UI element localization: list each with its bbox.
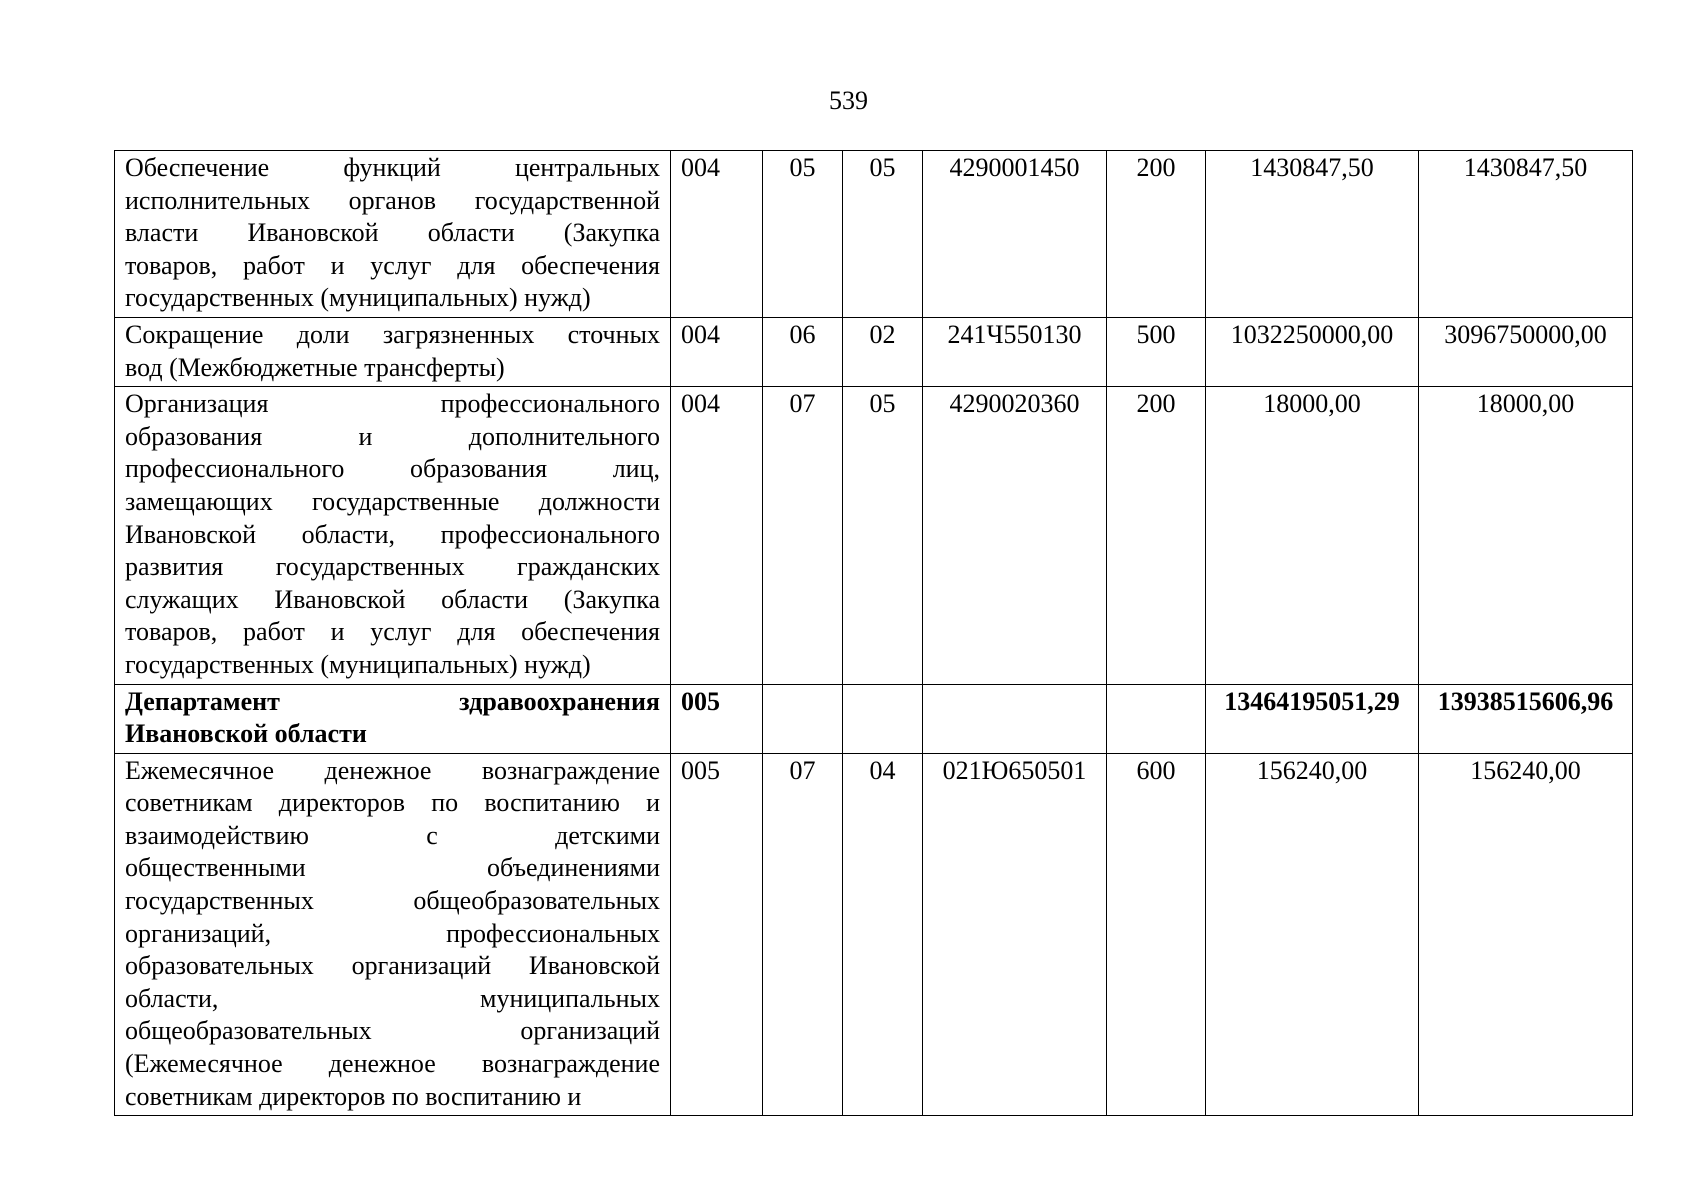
subsection-cell: 04 — [843, 753, 923, 1116]
description-cell — [115, 317, 671, 386]
expense-type-cell: 200 — [1107, 387, 1206, 684]
description-line: вод (Межбюджетные трансферты) — [125, 352, 505, 382]
description-line: организаций, профессиональных — [125, 918, 660, 948]
description-line: области, муниципальных — [125, 983, 660, 1013]
subsection-cell: 05 — [843, 387, 923, 684]
table-body — [115, 151, 1633, 1116]
description-line: взаимодействию с детскими — [125, 820, 660, 850]
amount-year1-cell: 1430847,50 — [1206, 151, 1419, 318]
description-line: Сокращение доли загрязненных сточных — [125, 319, 660, 349]
page-number: 539 — [829, 86, 868, 115]
ministry-code-cell: 004 — [671, 151, 763, 318]
description-cell — [115, 151, 671, 318]
amount-year2-cell: 3096750000,00 — [1419, 317, 1633, 386]
amount-year1-cell: 1032250000,00 — [1206, 317, 1419, 386]
description-line: государственных общеобразовательных — [125, 886, 660, 916]
description-line: (Ежемесячное денежное вознаграждение — [125, 1049, 660, 1079]
expense-type-cell: 200 — [1107, 151, 1206, 318]
description-line: власти Ивановской области (Закупка — [125, 218, 660, 248]
description-line: советникам директоров по воспитанию и — [125, 1081, 582, 1111]
target-article-cell: 4290020360 — [923, 387, 1107, 684]
table-row — [115, 753, 1633, 1116]
expense-type-cell: 500 — [1107, 317, 1206, 386]
description-line: Ивановской области, профессионального — [125, 519, 660, 549]
subsection-cell — [843, 684, 923, 753]
subsection-cell: 05 — [843, 151, 923, 318]
expense-type-cell — [1107, 684, 1206, 753]
section-cell: 06 — [763, 317, 843, 386]
amount-year1-cell: 13464195051,29 — [1206, 684, 1419, 753]
amount-year2-cell: 1430847,50 — [1419, 151, 1633, 318]
target-article-cell: 021Ю650501 — [923, 753, 1107, 1116]
description-line: государственных (муниципальных) нужд) — [125, 649, 591, 679]
description-line: Организация профессионального — [125, 389, 660, 419]
ministry-code-cell: 004 — [671, 317, 763, 386]
description-cell — [115, 387, 671, 684]
description-line: товаров, работ и услуг для обеспечения — [125, 250, 660, 280]
target-article-cell: 241Ч550130 — [923, 317, 1107, 386]
table-row — [115, 387, 1633, 684]
description-line: служащих Ивановской области (Закупка — [125, 584, 660, 614]
amount-year1-cell: 156240,00 — [1206, 753, 1419, 1116]
description-line: профессионального образования лиц, — [125, 454, 660, 484]
description-line: образования и дополнительного — [125, 421, 660, 451]
amount-year2-cell: 156240,00 — [1419, 753, 1633, 1116]
target-article-cell — [923, 684, 1107, 753]
ministry-code-cell: 005 — [671, 753, 763, 1116]
budget-table — [114, 150, 1633, 1116]
description-line: развития государственных гражданских — [125, 552, 660, 582]
description-line: Ежемесячное денежное вознаграждение — [125, 755, 660, 785]
section-cell: 05 — [763, 151, 843, 318]
amount-year2-cell: 13938515606,96 — [1419, 684, 1633, 753]
description-line: советникам директоров по воспитанию и — [125, 788, 660, 818]
description-line: исполнительных органов государственной — [125, 185, 660, 215]
description-cell — [115, 753, 671, 1116]
section-cell: 07 — [763, 387, 843, 684]
amount-year2-cell: 18000,00 — [1419, 387, 1633, 684]
table-row — [115, 317, 1633, 386]
description-line: общественными объединениями — [125, 853, 660, 883]
amount-year1-cell: 18000,00 — [1206, 387, 1419, 684]
expense-type-cell: 600 — [1107, 753, 1206, 1116]
section-cell: 07 — [763, 753, 843, 1116]
ministry-code-cell: 005 — [671, 684, 763, 753]
table-row — [115, 151, 1633, 318]
description-line: государственных (муниципальных) нужд) — [125, 283, 591, 313]
description-line: Ивановской области — [125, 719, 367, 749]
description-line: общеобразовательных организаций — [125, 1016, 660, 1046]
section-cell — [763, 684, 843, 753]
table-row — [115, 684, 1633, 753]
description-line: замещающих государственные должности — [125, 486, 660, 516]
subsection-cell: 02 — [843, 317, 923, 386]
target-article-cell: 4290001450 — [923, 151, 1107, 318]
description-cell — [115, 684, 671, 753]
description-line: товаров, работ и услуг для обеспечения — [125, 617, 660, 647]
description-line: Обеспечение функций центральных — [125, 153, 660, 182]
description-line: образовательных организаций Ивановской — [125, 951, 660, 981]
ministry-code-cell: 004 — [671, 387, 763, 684]
description-line: Департамент здравоохранения — [125, 686, 660, 716]
